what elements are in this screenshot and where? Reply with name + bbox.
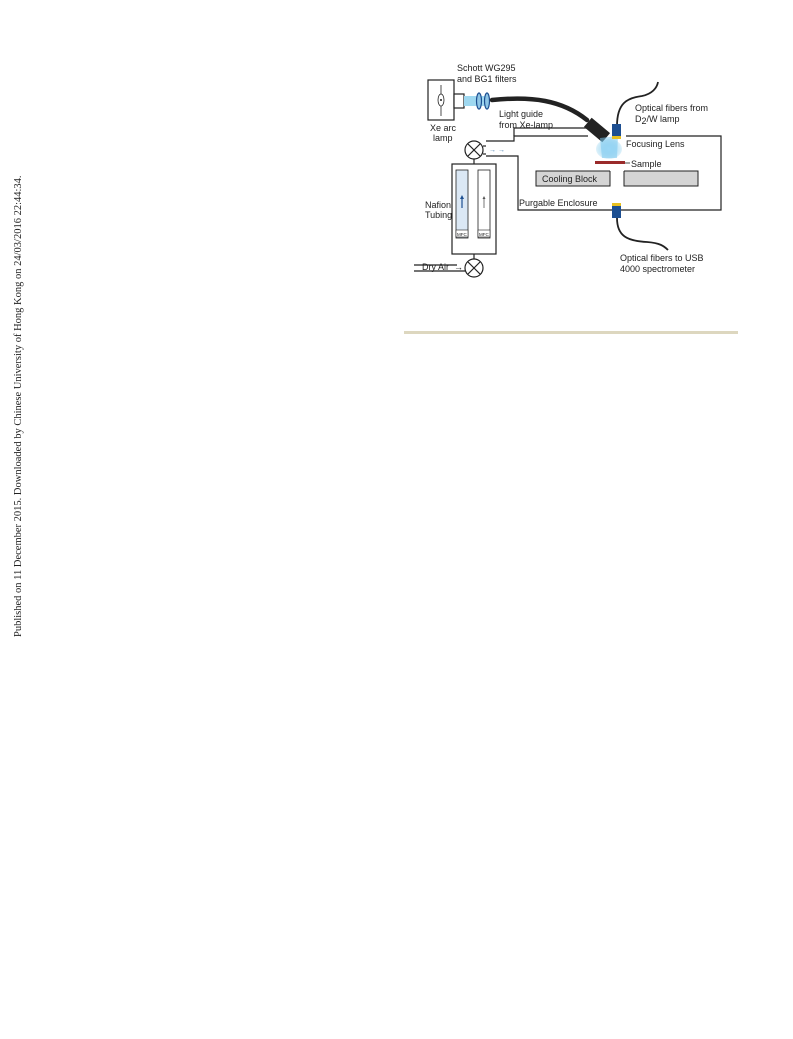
- svg-text:D2/W lamp: [635, 114, 680, 126]
- filters-label-2: and BG1 filters: [457, 74, 517, 84]
- xe-lamp-label-2: lamp: [433, 133, 453, 143]
- light-beam: [464, 96, 486, 106]
- bottom-valve: [465, 259, 483, 277]
- purgable-enclosure-label: Purgable Enclosure: [519, 198, 598, 208]
- focusing-lens-label: Focusing Lens: [626, 139, 685, 149]
- bottom-fiber-cable: [617, 218, 668, 250]
- mfc-right-label: MFC: [479, 232, 489, 237]
- top-valve: [465, 141, 483, 159]
- dry-air-label: Dry Air: [422, 262, 449, 272]
- light-guide-label-1: Light guide: [499, 109, 544, 119]
- filters-label-1: Schott WG295: [457, 63, 516, 73]
- fibers-top-label-post: /W lamp: [646, 114, 680, 124]
- bottom-fiber-lens: [612, 203, 621, 206]
- fibers-top-label-1: Optical fibers from: [635, 103, 709, 113]
- light-cone: [600, 136, 618, 158]
- fibers-top-label-d: D: [635, 114, 642, 124]
- experimental-setup-figure: [412, 58, 732, 288]
- top-fiber-connector: [612, 124, 621, 136]
- nafion-label-1: Nafion: [425, 200, 452, 210]
- bottom-fiber-connector: [612, 206, 621, 218]
- xe-arc-lamp: [428, 80, 464, 120]
- dry-air-arrow: →: [454, 262, 463, 272]
- xe-lamp-label-1: Xe arc: [430, 123, 457, 133]
- flow-arrows: → →: [489, 147, 505, 154]
- download-notice: Published on 11 December 2015. Downloaded by Chinese University of Hong Kong on 24/03/2016 22:44:34.: [13, 175, 24, 637]
- nafion-label-2: Tubing: [425, 210, 453, 220]
- light-guide-label-2: from Xe-lamp: [499, 120, 554, 130]
- cooling-block-label: Cooling Block: [542, 174, 598, 184]
- fibers-bottom-label-1: Optical fibers to USB: [620, 253, 704, 263]
- fibers-top-label-sub: 2: [641, 116, 647, 126]
- enclosure-inlet-line: [486, 136, 588, 141]
- sample-slide: [595, 161, 625, 164]
- section-divider: [404, 331, 738, 334]
- cooling-block-right: [624, 171, 698, 186]
- cooling-gap: [610, 164, 624, 171]
- nafion-assembly: [452, 164, 496, 254]
- setup-diagram: [412, 58, 732, 288]
- mfc-left-label: MFC: [457, 232, 467, 237]
- fibers-bottom-label-2: 4000 spectrometer: [620, 264, 696, 274]
- top-fiber-lens: [612, 136, 621, 139]
- sample-label: Sample: [631, 159, 662, 169]
